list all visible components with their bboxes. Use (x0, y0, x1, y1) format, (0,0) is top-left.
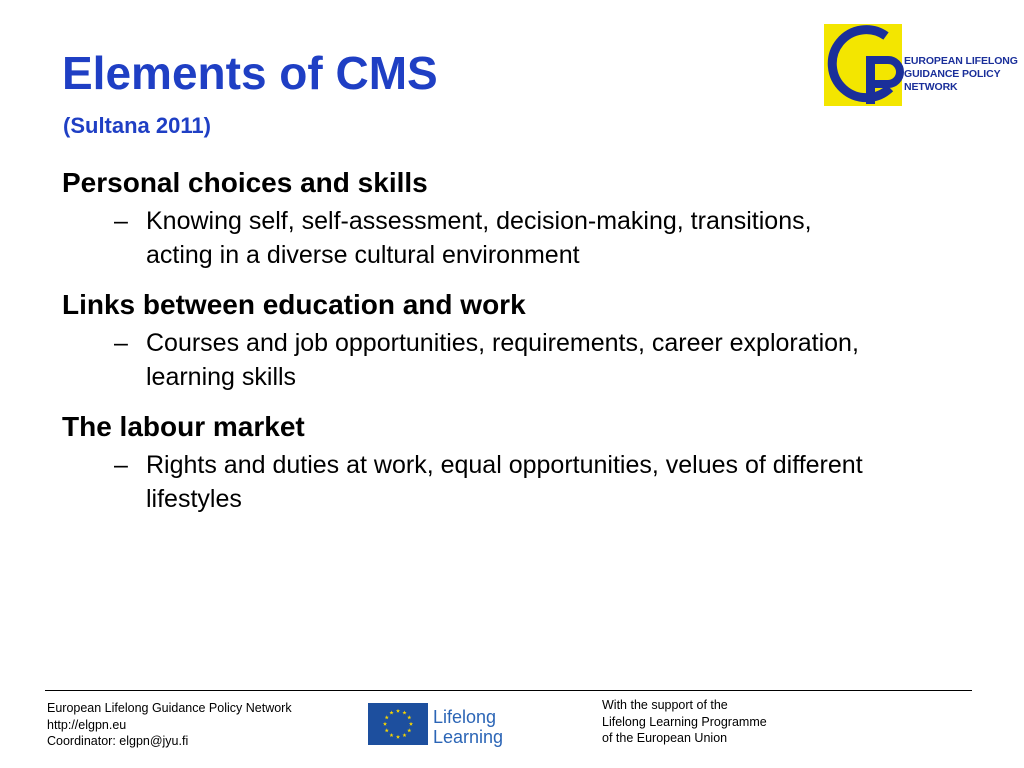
section-labour-market (62, 410, 982, 516)
section-heading: The labour market (62, 411, 305, 442)
footer-line: European Lifelong Guidance Policy Network (47, 701, 292, 715)
logo-line: NETWORK (904, 81, 958, 93)
footer-line: With the support of the (602, 698, 728, 712)
bullet-line: Courses and job opportunities, requirements, career exploration, (146, 329, 859, 357)
logo-line: GUIDANCE POLICY (904, 68, 1001, 80)
program-line: Learning (433, 727, 504, 747)
footer-link[interactable]: http://elgpn.eu (47, 717, 127, 732)
bullet-line: Rights and duties at work, equal opportunities, velues of different (146, 451, 863, 479)
footer-support (602, 697, 767, 747)
program-line: Lifelong (433, 707, 497, 727)
dash-marker: – (114, 207, 128, 235)
footer-contact (47, 700, 292, 750)
footer-line: of the European Union (602, 731, 728, 745)
eu-flag-icon (368, 703, 428, 745)
lifelong-learning-logo-text (433, 707, 503, 747)
bullet-line: lifestyles (146, 485, 242, 513)
footer-line: Lifelong Learning Programme (602, 714, 767, 729)
bullet-line: learning skills (146, 363, 297, 391)
elgpn-logo-text (904, 55, 1018, 94)
footer-line: Coordinator: elgpn@jyu.fi (47, 734, 189, 748)
bullet-line: Knowing self, self-assessment, decision-making, transitions, (146, 207, 812, 235)
logo-line: EUROPEAN LIFELONG (904, 55, 1018, 67)
section-bullet (62, 326, 982, 394)
slide-content (62, 166, 982, 532)
dash-marker: – (114, 329, 128, 357)
section-education-work (62, 288, 982, 394)
section-bullet (62, 448, 982, 516)
section-heading: Personal choices and skills (62, 167, 428, 198)
footer-divider (45, 690, 972, 691)
slide-title: Elements of CMS (62, 47, 438, 99)
section-heading: Links between education and work (62, 289, 526, 320)
section-bullet (62, 204, 982, 272)
dash-marker: – (114, 451, 128, 479)
logo-stem (866, 60, 875, 104)
section-personal-choices (62, 166, 982, 272)
slide-subtitle: (Sultana 2011) (63, 113, 211, 138)
bullet-line: acting in a diverse cultural environment (146, 241, 580, 269)
